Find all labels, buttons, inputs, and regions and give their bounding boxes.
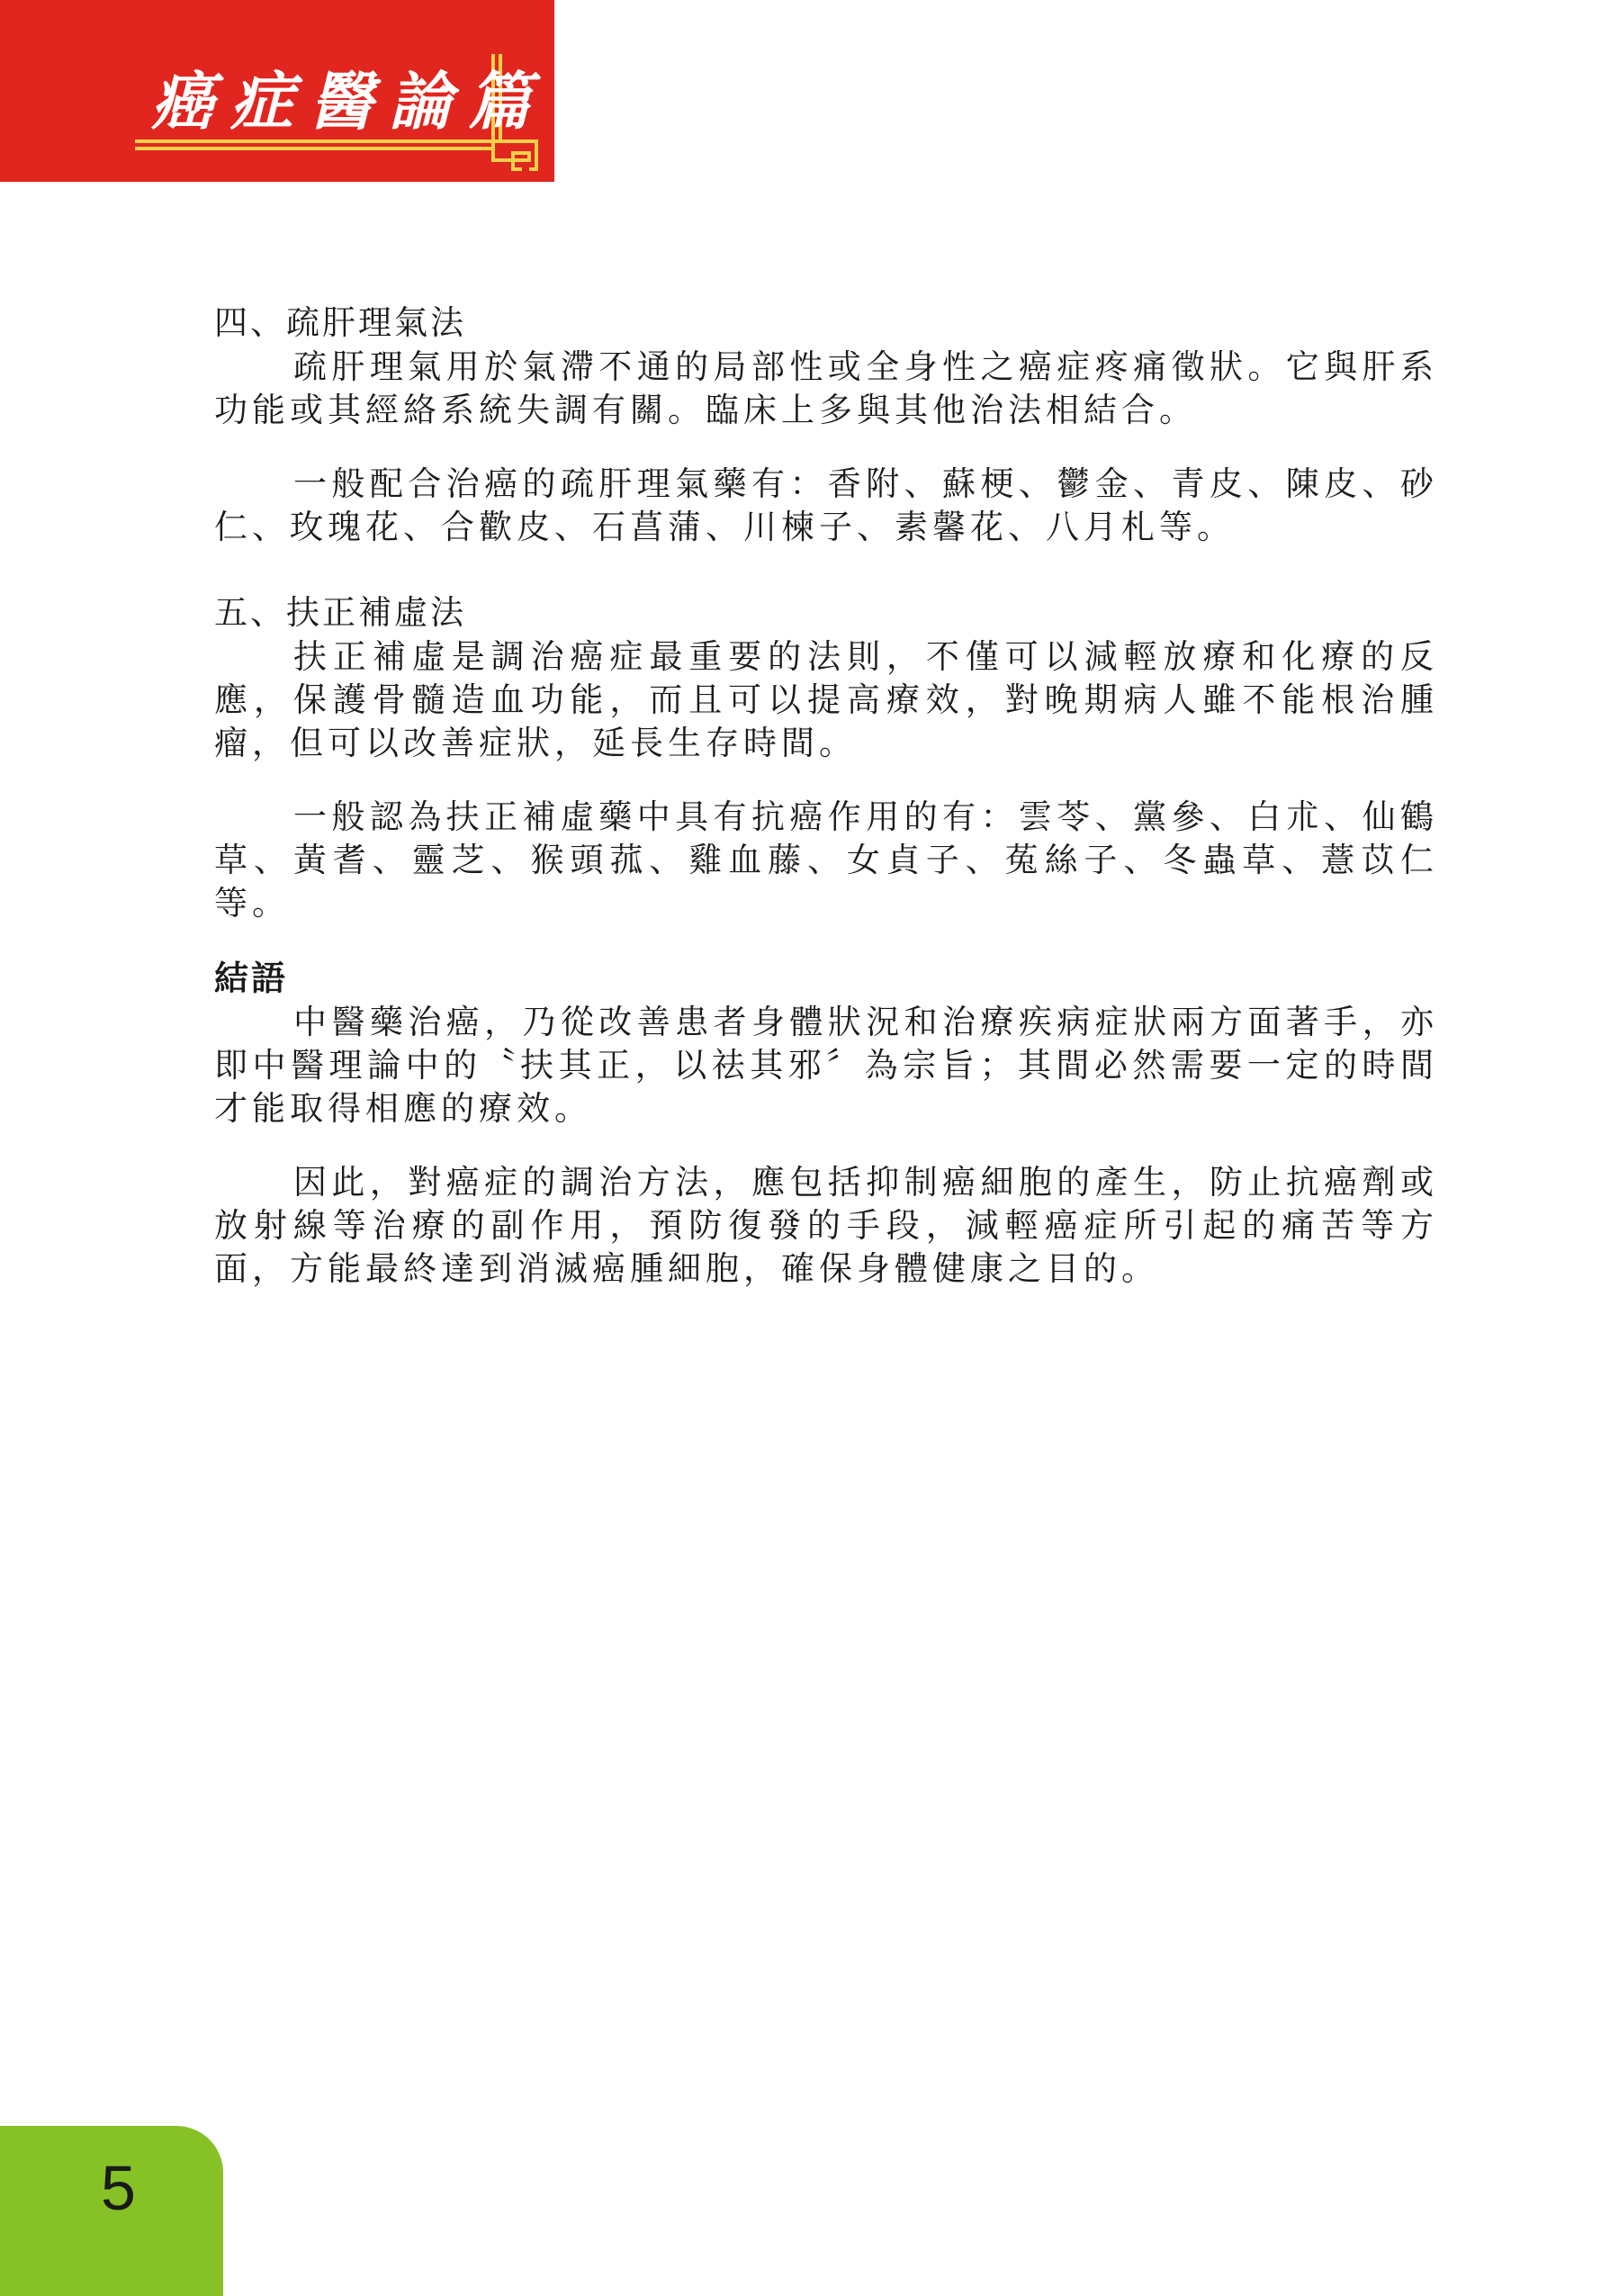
section-heading-conclusion: 結語 xyxy=(214,959,289,998)
article-body xyxy=(214,301,1438,1291)
paragraph: 一般認為扶正補虛藥中具有抗癌作用的有：雲苓、黨參、白朮、仙鶴草、黃耆、靈芝、猴頭菰、雞血藤、女貞子、菟絲子、冬蟲草、薏苡仁等。 xyxy=(214,797,1438,923)
page-number: 5 xyxy=(101,2153,136,2223)
paragraph: 因此，對癌症的調治方法，應包括抑制癌細胞的產生，防止抗癌劑或放射線等治療的副作用，預防復發的手段，減輕癌症所引起的痛苦等方面，方能最終達到消滅癌腫細胞，確保身體健康之目的。 xyxy=(214,1163,1438,1288)
paragraph: 中醫藥治癌，乃從改善患者身體狀況和治療疾病症狀兩方面著手，亦即中醫理論中的〝扶其正，以祛其邪〞為宗旨；其間必然需要一定的時間才能取得相應的療效。 xyxy=(214,1003,1438,1128)
section-heading-shugan: 四、疏肝理氣法 xyxy=(214,303,466,342)
section-heading-fuzheng: 五、扶正補虛法 xyxy=(214,593,466,632)
paragraph: 一般配合治癌的疏肝理氣藥有：香附、蘇梗、鬱金、青皮、陳皮、砂仁、玫瑰花、合歡皮、石菖蒲、川楝子、素馨花、八月札等。 xyxy=(214,464,1438,546)
banner-title: 癌症醫論篇 xyxy=(151,64,547,139)
paragraph: 扶正補虛是調治癌症最重要的法則，不僅可以減輕放療和化療的反應，保護骨髓造血功能，而且可以提高療效，對晚期病人雖不能根治腫瘤，但可以改善症狀，延長生存時間。 xyxy=(214,637,1438,762)
paragraph: 疏肝理氣用於氣滯不通的局部性或全身性之癌症疼痛徵狀。它與肝系功能或其經絡系統失調有關。臨床上多與其他治法相結合。 xyxy=(214,347,1438,429)
